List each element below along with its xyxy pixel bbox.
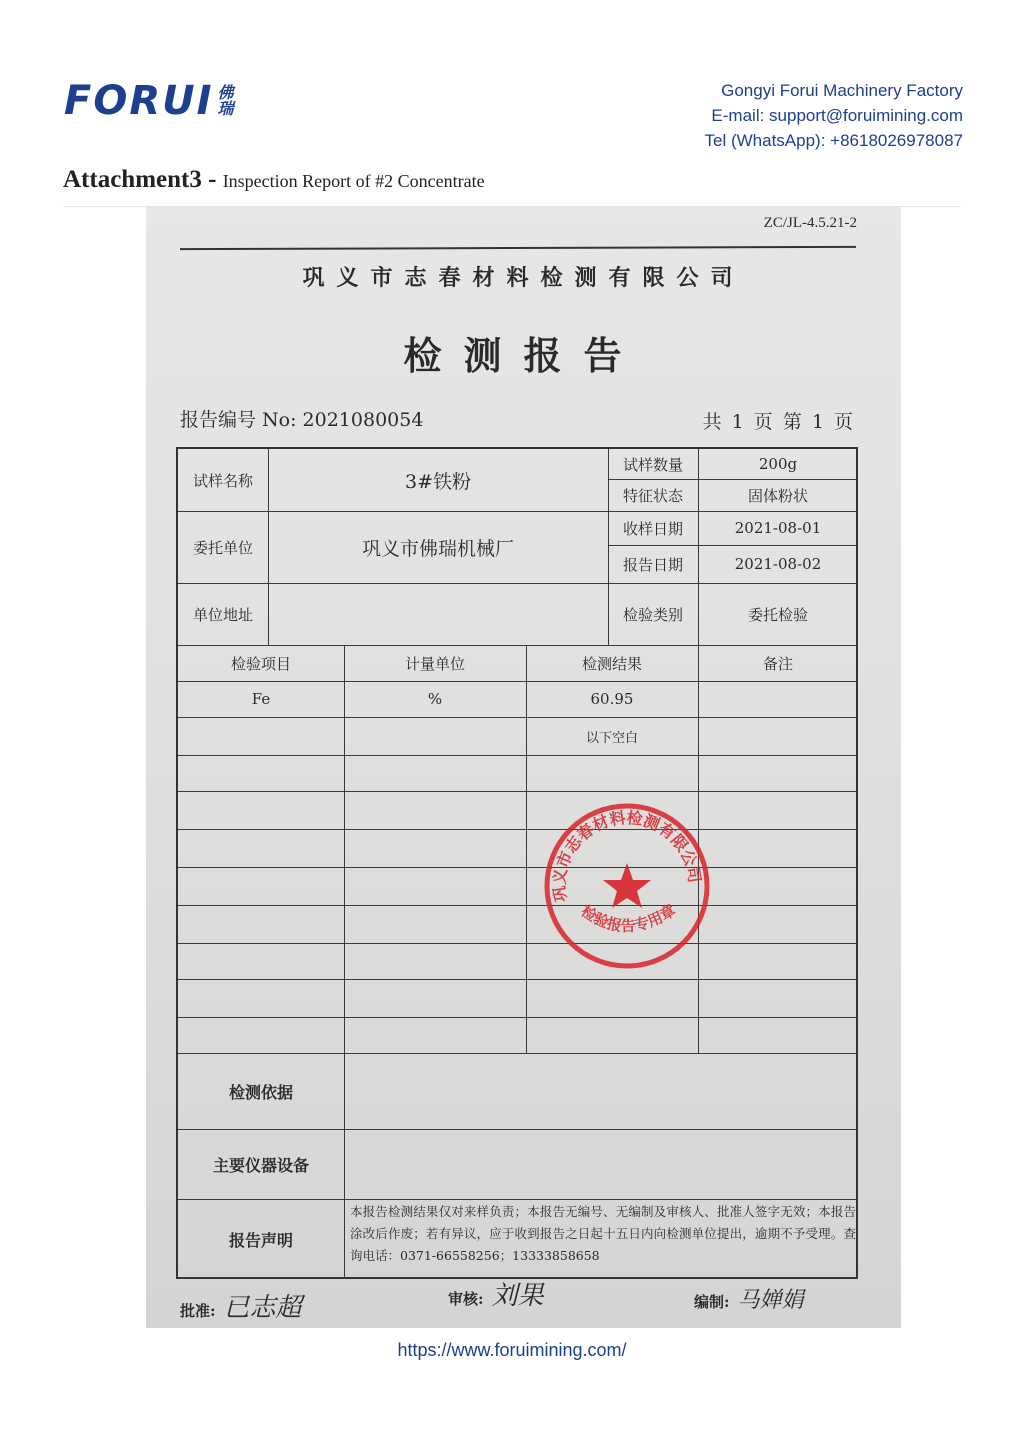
- company-contact-block: [705, 78, 964, 153]
- label-sample-name: 试样名称: [192, 471, 253, 490]
- doc-code: ZC/JL-4.5.21-2: [763, 215, 857, 231]
- seal-subtext: 检验报告专用章: [577, 901, 679, 936]
- seal-star-icon: [603, 863, 651, 908]
- compile-signature-line: [694, 1283, 804, 1314]
- grid-line: [178, 829, 858, 830]
- company-tel: Tel (WhatsApp): +8618026978087: [704, 131, 963, 150]
- official-seal: [542, 801, 712, 971]
- approve-signature-line: [180, 1287, 302, 1324]
- col-header-result: 检测结果: [581, 654, 642, 673]
- value-client: 巩义市佛瑞机械厂: [361, 537, 514, 560]
- table-cell-blank-below: 以下空白: [585, 730, 638, 746]
- logo-cn-top: 佛: [217, 83, 234, 102]
- grid-line: [344, 645, 345, 1279]
- logo-wordmark: FORUI: [64, 78, 214, 124]
- grid-line: [178, 717, 858, 718]
- label-report-date: 报告日期: [622, 555, 683, 574]
- label-basis: 检测依据: [228, 1082, 293, 1102]
- review-signature-line: [448, 1275, 544, 1312]
- logo-cn-bottom: 瑞: [217, 99, 234, 118]
- review-signature: 刘果: [491, 1281, 544, 1311]
- table-cell-item: Fe: [251, 690, 271, 708]
- compile-label: 编制:: [694, 1293, 730, 1311]
- footer-website-link[interactable]: https://www.foruimining.com/: [397, 1340, 627, 1360]
- value-sample-name: 3#铁粉: [404, 470, 471, 493]
- table-cell-result: 60.95: [590, 690, 634, 708]
- label-equipment: 主要仪器设备: [212, 1155, 309, 1175]
- company-email: E-mail: support@foruimining.com: [711, 106, 963, 125]
- attachment-heading: [63, 166, 485, 194]
- grid-line: [178, 791, 858, 792]
- col-header-unit: 计量单位: [404, 654, 465, 673]
- value-report-date: 2021-08-02: [734, 555, 822, 573]
- report-title: 检测报告: [403, 333, 644, 378]
- top-rule: [180, 246, 856, 250]
- grid-line: [178, 979, 858, 980]
- value-received-date: 2021-08-01: [734, 519, 822, 537]
- grid-line: [178, 905, 858, 906]
- value-qty: 200g: [758, 455, 798, 473]
- approve-signature: 已志超: [223, 1293, 302, 1323]
- attachment-subtitle: Inspection Report of #2 Concentrate: [222, 171, 485, 191]
- page-count: 共 1 页 第 1 页: [702, 411, 855, 433]
- grid-line: [178, 867, 858, 868]
- label-received-date: 收样日期: [622, 519, 683, 538]
- label-inspection-type: 检验类别: [622, 605, 683, 624]
- value-state: 固体粉状: [747, 486, 808, 505]
- statement-text: 本报告检测结果仅对来样负责；本报告无编号、无编制及审核人、批准人签字无效；本报告涂改后作废；若有异议，应于收到报告之日起十五日内向检测单位提出，逾期不予受理。查询电话：0371-66558256；13333858658: [350, 1204, 856, 1263]
- label-statement: 报告声明: [228, 1230, 293, 1250]
- company-name: Gongyi Forui Machinery Factory: [721, 81, 963, 100]
- approve-label: 批准:: [180, 1302, 216, 1320]
- compile-signature: 马婵娟: [737, 1288, 804, 1313]
- label-client: 委托单位: [192, 538, 253, 557]
- grid-line: [178, 755, 858, 756]
- lab-name: 巩义市志春材料检测有限公司: [302, 265, 745, 291]
- table-cell-note: [698, 681, 858, 717]
- attachment-separator: -: [201, 166, 223, 193]
- seal-text: 巩义市志春材料检测有限公司: [549, 807, 705, 904]
- value-inspection-type: 委托检验: [747, 605, 808, 624]
- label-address: 单位地址: [192, 605, 253, 624]
- label-state: 特征状态: [622, 486, 683, 505]
- attachment-label: Attachment3: [63, 166, 202, 193]
- report-number: 报告编号 No: 2021080054: [180, 409, 424, 431]
- grid-line: [178, 943, 858, 944]
- col-header-item: 检验项目: [230, 654, 291, 673]
- logo-chinese: [218, 85, 234, 117]
- label-qty: 试样数量: [622, 455, 683, 474]
- table-cell-unit: %: [427, 690, 443, 708]
- col-header-note: 备注: [762, 654, 793, 673]
- inspection-report-photo: [146, 207, 901, 1328]
- grid-line: [178, 1017, 858, 1018]
- forui-logo: [64, 78, 234, 124]
- review-label: 审核:: [448, 1290, 484, 1308]
- value-address: [268, 583, 608, 645]
- report-table: [176, 447, 858, 1279]
